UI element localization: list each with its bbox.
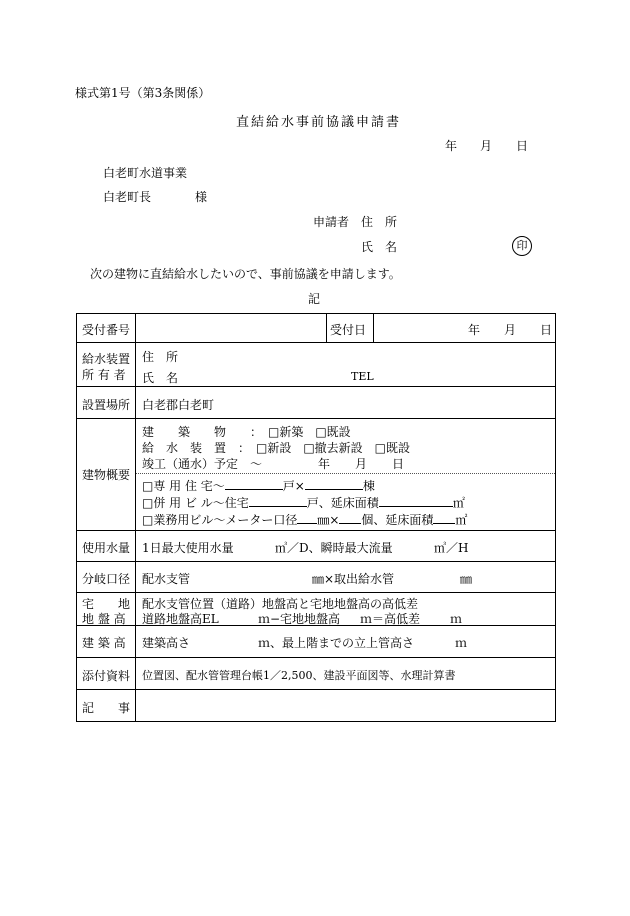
address-label: 住 所 <box>361 215 398 229</box>
receipt-date-label: 受付日 <box>330 323 367 337</box>
opt-residential-a: □専 用 住 宅〜 <box>142 479 225 493</box>
name-label: 氏 名 <box>361 240 398 254</box>
ground-c: ｍ＝高低差 <box>360 612 421 626</box>
blank-mixed-units[interactable] <box>249 494 307 507</box>
site-label: 設置場所 <box>82 398 131 412</box>
opt-mixed-a: □併 用 ビ ル〜住宅 <box>142 496 249 510</box>
date-month: 月 <box>480 139 493 153</box>
blank-meter-count[interactable] <box>339 511 361 524</box>
blank-mixed-area[interactable] <box>379 494 453 507</box>
height-label: 建 築 高 <box>82 636 126 650</box>
opt-mixed-b: 戸、延床面積 <box>306 496 379 510</box>
usage-c: ㎥／H <box>434 541 469 555</box>
blank-business-area[interactable] <box>433 511 455 524</box>
ground-b: ｍ−宅地地盤高 <box>258 612 341 626</box>
supply-device: 給 水 装 置 ： □新設 □撤去新設 □既設 <box>142 441 411 455</box>
opt-residential-b: 戸× <box>282 479 305 493</box>
opt-business-a: □業務用ビル〜メーター口径 <box>142 513 298 527</box>
date-day: 日 <box>516 139 529 153</box>
ground-d: ｍ <box>450 612 463 626</box>
height-a: 建築高さ <box>142 636 191 650</box>
addressee-honorific: 様 <box>195 190 208 204</box>
attach-label: 添付資料 <box>82 669 131 683</box>
ki-label: 記 <box>308 292 321 306</box>
height-b: ｍ、最上階までの立上管高さ <box>258 636 415 650</box>
branch-label: 分岐口径 <box>82 572 131 586</box>
completion-year: 年 <box>318 457 331 471</box>
seal-mark: 印 <box>512 236 532 256</box>
receipt-day: 日 <box>540 323 553 337</box>
owner-tel: TEL <box>351 370 374 383</box>
blank-buildings[interactable] <box>305 477 363 490</box>
completion-day: 日 <box>392 457 405 471</box>
page-title: 直結給水事前協議申請書 <box>236 115 402 130</box>
opt-business-d: ㎡ <box>455 513 468 527</box>
opt-business-b: ㎜× <box>317 513 340 527</box>
usage-label: 使用水量 <box>82 541 131 555</box>
opt-business <box>142 511 467 528</box>
blank-meter-size[interactable] <box>297 511 317 524</box>
ground-line1: 配水支管位置（道路）地盤高と宅地地盤高の高低差 <box>142 597 419 611</box>
opt-mixed-c: ㎡ <box>452 496 465 510</box>
blank-units[interactable] <box>225 477 283 490</box>
completion-label: 竣工（通水）予定 〜 <box>142 457 263 471</box>
receipt-no-label: 受付番号 <box>82 323 131 337</box>
addressee-org: 白老町水道事業 <box>103 166 188 180</box>
owner-address: 住 所 <box>142 350 179 364</box>
opt-residential <box>142 477 375 494</box>
owner-label-1: 給水装置 <box>82 352 131 366</box>
attach-value: 位置図、配水管管理台帳1／2,500、建設平面図等、水理計算書 <box>142 669 456 682</box>
date-year: 年 <box>445 139 458 153</box>
ground-label-2: 地 盤 高 <box>82 612 126 626</box>
remarks-label: 記 事 <box>82 701 131 715</box>
usage-a: 1日最大使用水量 <box>142 541 234 555</box>
usage-b: ㎥／D、瞬時最大流量 <box>275 541 393 555</box>
building-label: 建物概要 <box>82 468 131 482</box>
receipt-month: 月 <box>504 323 517 337</box>
owner-label-2: 所 有 者 <box>82 368 126 382</box>
intro-text: 次の建物に直結給水したいので、事前協議を申請します。 <box>90 267 401 281</box>
ground-label-1: 宅 地 <box>82 597 131 611</box>
receipt-year: 年 <box>468 323 481 337</box>
branch-a: 配水支管 <box>142 572 191 586</box>
completion-month: 月 <box>355 457 368 471</box>
opt-business-c: 個、延床面積 <box>361 513 434 527</box>
applicant-label: 申請者 <box>313 215 350 229</box>
addressee-name: 白老町長 <box>103 190 152 204</box>
site-value: 白老郡白老町 <box>142 398 215 412</box>
height-c: ｍ <box>455 636 468 650</box>
branch-b: ㎜×取出給水管 <box>312 572 395 586</box>
building-type: 建 築 物 ： □新築 □既設 <box>142 425 351 439</box>
branch-c: ㎜ <box>460 572 473 586</box>
opt-residential-c: 棟 <box>362 479 375 493</box>
opt-mixed <box>142 494 465 511</box>
ground-a: 道路地盤高EL <box>142 612 219 626</box>
owner-name: 氏 名 <box>142 371 179 385</box>
form-number: 様式第1号（第3条関係） <box>75 86 211 100</box>
